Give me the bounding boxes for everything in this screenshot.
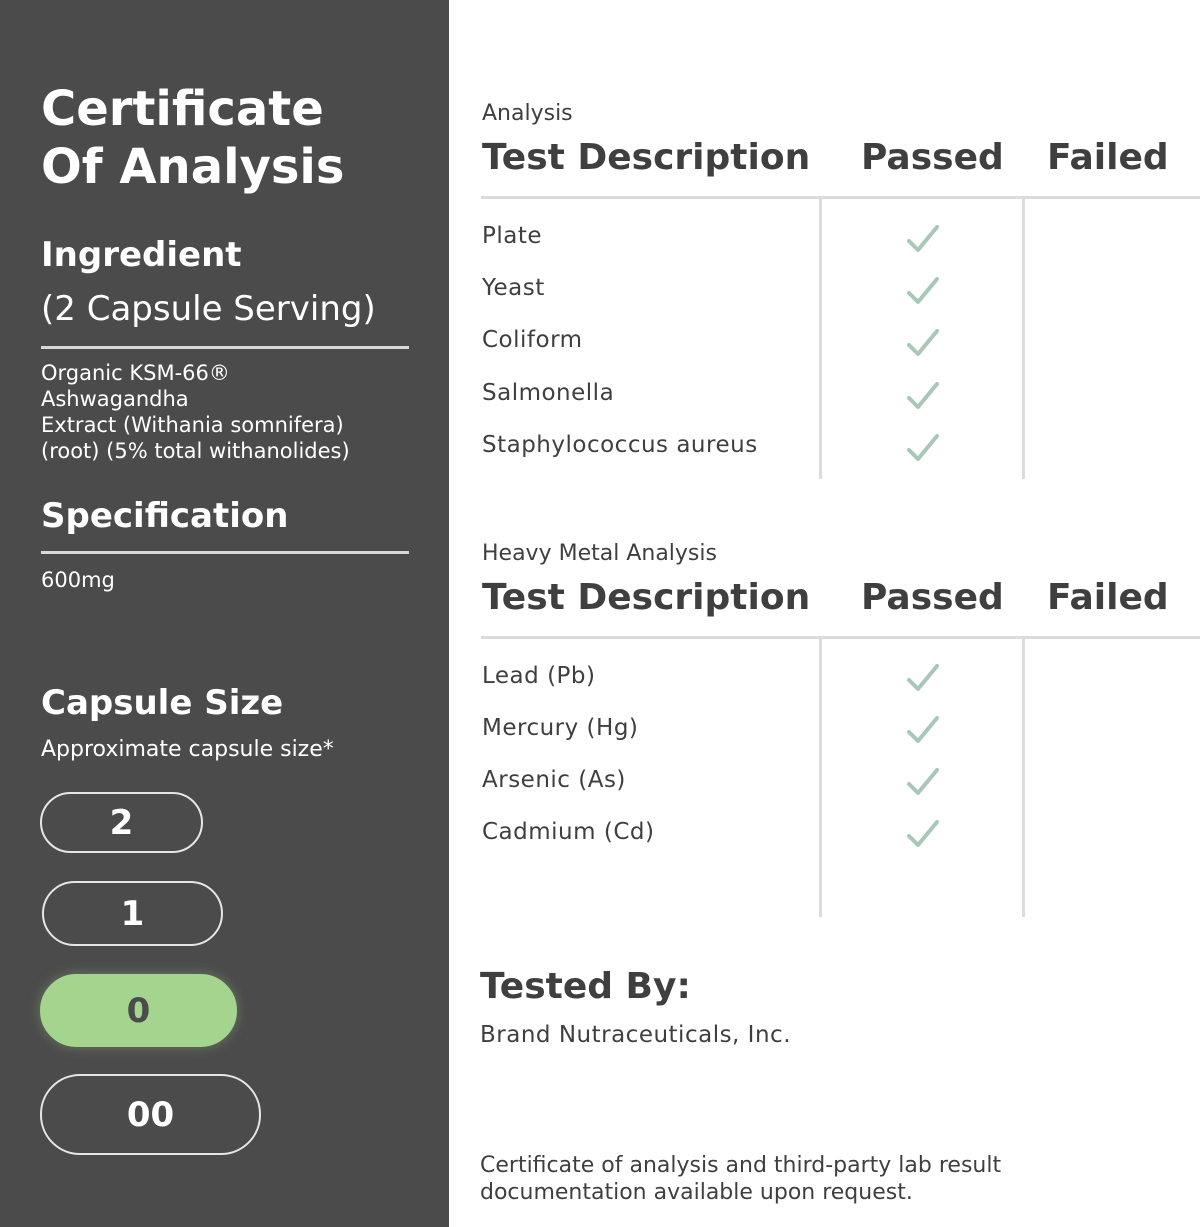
heavy-metal-row-test: Mercury (Hg) bbox=[482, 715, 639, 741]
capsule-size-1: 1 bbox=[42, 881, 223, 946]
ingredient-divider bbox=[41, 346, 409, 349]
title-line-1: Certificate bbox=[41, 81, 324, 137]
check-icon bbox=[906, 662, 940, 696]
check-icon bbox=[906, 818, 940, 852]
analysis-header-test: Test Description bbox=[482, 137, 811, 178]
analysis-row-test: Yeast bbox=[482, 275, 545, 301]
ingredient-line: Ashwagandha bbox=[41, 387, 189, 411]
capsule-size-2: 2 bbox=[40, 792, 203, 853]
ingredient-line: (root) (5% total withanolides) bbox=[41, 439, 350, 463]
check-icon bbox=[906, 223, 940, 257]
analysis-row-test: Staphylococcus aureus bbox=[482, 432, 758, 458]
analysis-row-test: Coliform bbox=[482, 327, 583, 353]
tested-by-lab: Brand Nutraceuticals, Inc. bbox=[480, 1022, 792, 1048]
analysis-column-divider bbox=[819, 196, 822, 479]
capsule-size-0-selected: 0 bbox=[40, 974, 237, 1047]
heavy-metal-header-test: Test Description bbox=[482, 577, 811, 618]
tested-by-heading: Tested By: bbox=[480, 966, 691, 1007]
check-icon bbox=[906, 275, 940, 309]
analysis-section-label: Analysis bbox=[482, 101, 573, 126]
page-title bbox=[41, 80, 344, 196]
ingredient-line: Organic KSM-66® bbox=[41, 361, 230, 385]
ingredient-heading: Ingredient bbox=[41, 235, 242, 275]
specification-divider bbox=[41, 551, 409, 554]
heavy-metal-column-divider bbox=[819, 636, 822, 917]
heavy-metal-column-divider bbox=[1022, 636, 1025, 917]
analysis-header-failed: Failed bbox=[1047, 137, 1169, 178]
check-icon bbox=[906, 714, 940, 748]
heavy-metal-header-passed: Passed bbox=[861, 577, 1004, 618]
check-icon bbox=[906, 766, 940, 800]
left-panel bbox=[0, 0, 449, 1227]
analysis-column-divider bbox=[1022, 196, 1025, 479]
capsule-size-subheading: Approximate capsule size* bbox=[41, 737, 334, 762]
capsule-size-heading: Capsule Size bbox=[41, 683, 284, 723]
specification-value: 600mg bbox=[41, 568, 115, 592]
heavy-metal-section-label: Heavy Metal Analysis bbox=[482, 541, 717, 566]
heavy-metal-header-rule bbox=[481, 636, 1200, 639]
analysis-row-test: Salmonella bbox=[482, 380, 615, 406]
analysis-header-rule bbox=[481, 196, 1200, 199]
ingredient-description bbox=[41, 360, 350, 464]
title-line-2: Of Analysis bbox=[41, 139, 345, 195]
ingredient-line: Extract (Withania somnifera) bbox=[41, 413, 344, 437]
check-icon bbox=[906, 327, 940, 361]
specification-heading: Specification bbox=[41, 496, 289, 536]
analysis-header-passed: Passed bbox=[861, 137, 1004, 178]
analysis-row-test: Plate bbox=[482, 223, 543, 249]
capsule-size-00: 00 bbox=[40, 1074, 261, 1155]
footnote: Certificate of analysis and third-party lab result documentation available upon request. bbox=[480, 1153, 1002, 1205]
heavy-metal-row-test: Lead (Pb) bbox=[482, 663, 596, 689]
check-icon bbox=[906, 432, 940, 466]
heavy-metal-row-test: Cadmium (Cd) bbox=[482, 819, 655, 845]
ingredient-subheading: (2 Capsule Serving) bbox=[41, 289, 376, 329]
heavy-metal-row-test: Arsenic (As) bbox=[482, 767, 626, 793]
heavy-metal-header-failed: Failed bbox=[1047, 577, 1169, 618]
check-icon bbox=[906, 380, 940, 414]
